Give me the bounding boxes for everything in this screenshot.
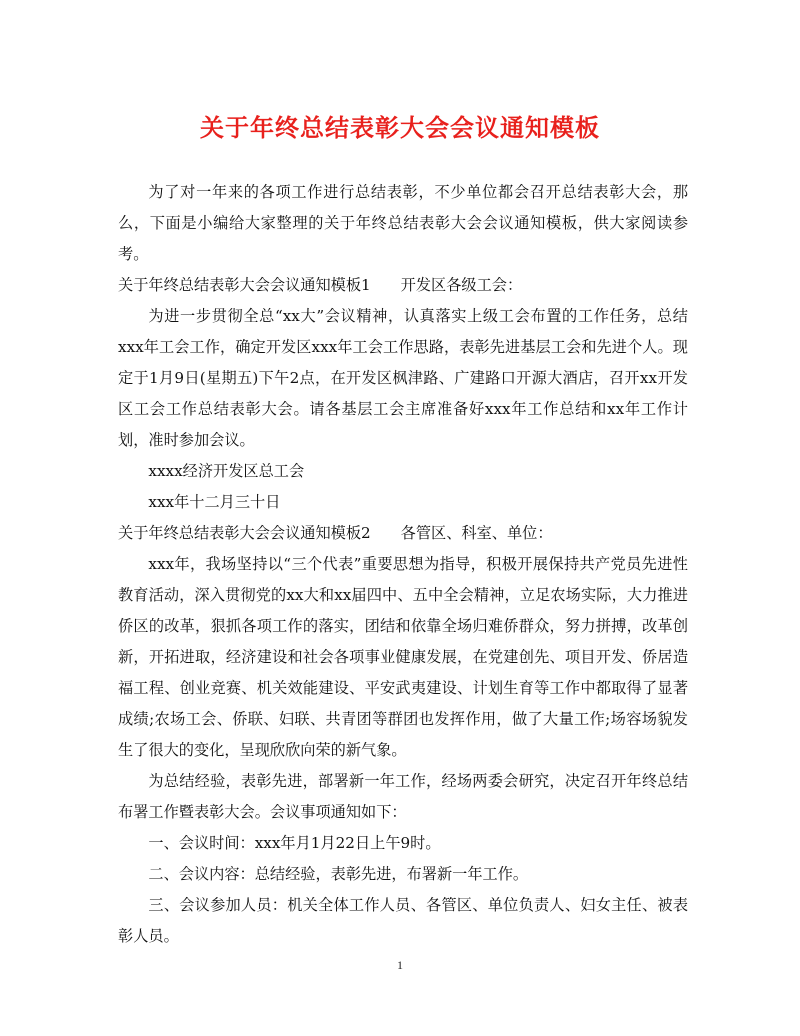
template1-addressee: 开发区各级工会： [400,276,523,294]
document-title: 关于年终总结表彰大会会议通知模板 [200,113,600,142]
template1-body: 为进一步贯彻全总“xx大”会议精神，认真落实上级工会布置的工作任务，总结xxx年工会工作，确定开发区xxx年工会工作思路，表彰先进基层工会和先进个人。现定于1月9日(星期五)下午2点，在开发区枫津路、广建路口开源大酒店，召开xx开发区工会工作总结表彰大会。请各基层工会主席准备好xxx年工作总结和xx年工作计划，准时参加会议。 [118,307,688,449]
template2-heading: 关于年终总结表彰大会会议通知模板2 [118,524,371,542]
intro-paragraph: 为了对一年来的各项工作进行总结表彰，不少单位都会召开总结表彰大会，那么，下面是小编给大家整理的关于年终总结表彰大会会议通知模板，供大家阅读参考。 [118,183,688,263]
page-number: 1 [397,958,403,972]
template1-signature: xxxx经济开发区总工会 [148,462,305,480]
template2-heading-line [118,518,688,549]
template2-addressee: 各管区、科室、单位： [400,524,553,542]
document-body [118,177,688,952]
template1-date: xxx年十二月三十日 [148,493,281,511]
template2-body2: 为总结经验，表彰先进，部署新一年工作，经场两委会研究，决定召开年终总结布署工作暨表彰大会。会议事项通知如下： [118,772,688,821]
template1-heading-line [118,270,688,301]
template2-item2: 二、会议内容：总结经验，表彰先进，布署新一年工作。 [148,865,529,883]
template1-heading: 关于年终总结表彰大会会议通知模板1 [118,276,371,294]
template2-item1: 一、会议时间：xxx年月1月22日上午9时。 [148,834,441,852]
template2-item3: 三、会议参加人员：机关全体工作人员、各管区、单位负责人、妇女主任、被表彰人员。 [118,896,688,945]
template2-body1: xxx年，我场坚持以“三个代表”重要思想为指导，积极开展保持共产党员先进性教育活动，深入贯彻党的xx大和xx届四中、五中全会精神，立足农场实际，大力推进侨区的改革，狠抓各项工作的落实，团结和依靠全场归难侨群众，努力拼搏，改革创新，开拓进取，经济建设和社会各项事业健康发展，在党建创先、项目开发、侨居造福工程、创业竞赛、机关效能建设、平安武夷建设、计划生育等工作中都取得了显著成绩;农场工会、侨联、妇联、共青团等群团也发挥作用，做了大量工作;场容场貌发生了很大的变化，呈现欣欣向荣的新气象。 [118,555,688,759]
